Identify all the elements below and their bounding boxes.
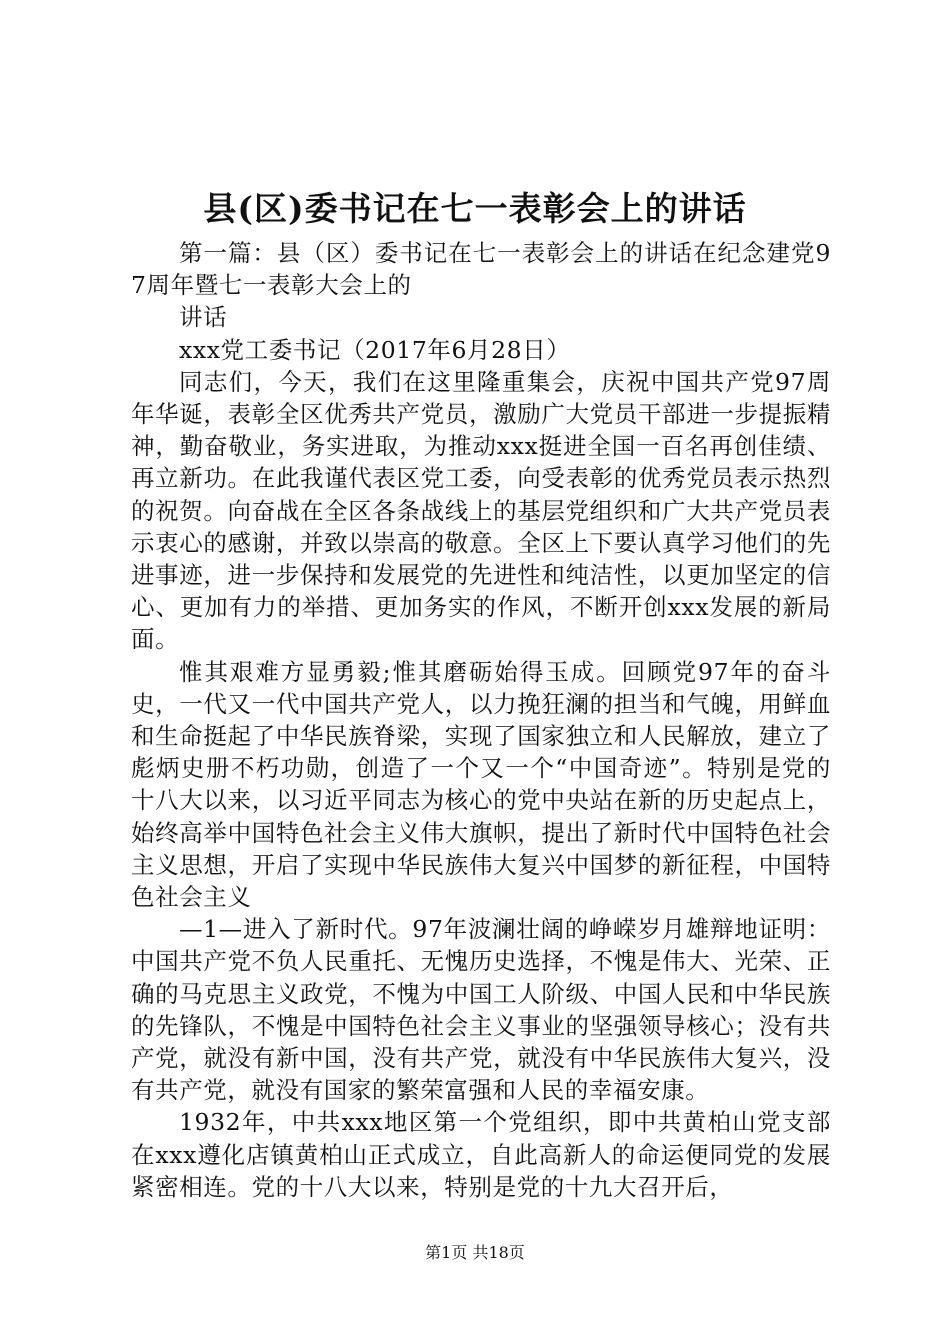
page-number-footer: 第1页 共18页 — [425, 1243, 525, 1262]
paragraph-speech-label: 讲话 — [179, 303, 228, 332]
paragraph-local-history: 1932年，中共xxx地区第一个党组织，即中共黄柏山党支部在xxx遵化店镇黄柏山正式成立，自此高新人的命运便同党的发展紧密相连。党的十八大以来，特别是党的十九大召开后， — [131, 1108, 831, 1201]
document-title: 县(区)委书记在七一表彰会上的讲话 — [203, 189, 747, 228]
paragraph-new-era: —1—进入了新时代。97年波澜壮阔的峥嵘岁月雄辩地证明：中国共产党不负人民重托、无愧历史选择，不愧是伟大、光荣、正确的马克思主义政党，不愧为中国工人阶级、中国人民和中华民族的先锋队，不愧是中国特色社会主义事业的坚强领导核心；没有共产党，就没有新中国，没有共产党，就没有中华民族伟大复兴，没有共产党，就没有国家的繁荣富强和人民的幸福安康。 — [131, 915, 831, 1105]
paragraph-greeting: 同志们，今天，我们在这里隆重集会，庆祝中国共产党97周年华诞，表彰全区优秀共产党员，激励广大党员干部进一步提振精神，勤奋敬业，务实进取，为推动xxx挺进全国一百名再创佳绩、再立新功。在此我谨代表区党工委，向受表彰的优秀党员表示热烈的祝贺。向奋战在全区各条战线上的基层党组织和广大共产党员表示衷心的感谢，并致以崇高的敬意。全区上下要认真学习他们的先进事迹，进一步保持和发展党的先进性和纯洁性，以更加坚定的信心、更加有力的举措、更加务实的作风，不断开创xxx发展的新局面。 — [131, 367, 831, 654]
document-body — [131, 237, 831, 1203]
paragraph-history: 惟其艰难方显勇毅;惟其磨砺始得玉成。回顾党97年的奋斗史，一代又一代中国共产党人，以力挽狂澜的担当和气魄，用鲜血和生命挺起了中华民族脊梁，实现了国家独立和人民解放，建立了彪炳史册不朽功勋，创造了一个又一个“中国奇迹”。特别是党的十八大以来，以习近平同志为核心的党中央站在新的历史起点上，始终高举中国特色社会主义伟大旗帜，提出了新时代中国特色社会主义思想，开启了实现中华民族伟大复兴中国梦的新征程，中国特色社会主义 — [131, 657, 831, 912]
paragraph-author-date: xxx党工委书记（2017年6月28日） — [179, 335, 571, 364]
paragraph-intro: 第一篇：县（区）委书记在七一表彰会上的讲话在纪念建党97周年暨七一表彰大会上的 — [131, 239, 831, 300]
